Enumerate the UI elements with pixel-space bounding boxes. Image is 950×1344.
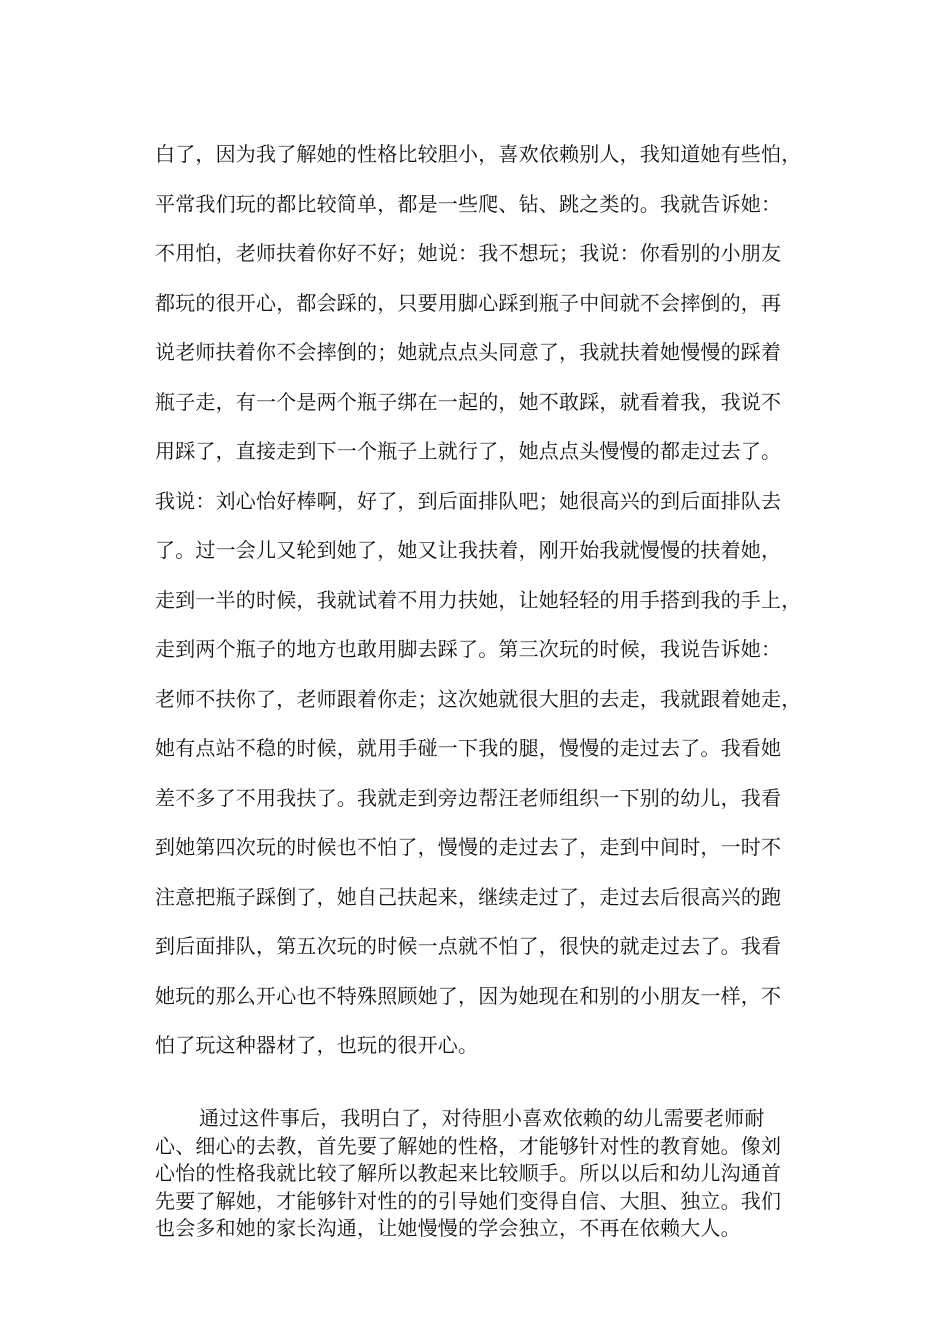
text-line: 到后面排队，第五次玩的时候一点就不怕了，很快的就走过去了。我看: [155, 934, 782, 958]
text-line: 到她第四次玩的时候也不怕了，慢慢的走过去了，走到中间时，一时不: [155, 835, 782, 859]
text-line: 走到一半的时候，我就试着不用力扶她，让她轻轻的用手搭到我的手上，: [155, 587, 802, 612]
text-line: 用踩了，直接走到下一个瓶子上就行了，她点点头慢慢的都走过去了。: [155, 439, 782, 463]
text-line: 注意把瓶子踩倒了，她自己扶起来，继续走过了，走过去后很高兴的跑: [155, 884, 782, 909]
text-line: 她有点站不稳的时候，就用手碰一下我的腿，慢慢的走过去了。我看她: [155, 736, 782, 760]
text-line: 平常我们玩的都比较简单，都是一些爬、钻、跳之类的。我就告诉她：: [155, 191, 782, 216]
text-line: 走到两个瓶子的地方也敢用脚去踩了。第三次玩的时候，我说告诉她：: [155, 637, 782, 661]
text-line: 通过这件事后，我明白了，对待胆小喜欢依赖的幼儿需要老师耐: [199, 1106, 765, 1130]
text-line: 她玩的那么开心也不特殊照顾她了，因为她现在和别的小朋友一样，不: [155, 983, 782, 1008]
text-line: 先要了解她，才能够针对性的的引导她们变得自信、大胆、独立。我们: [155, 1188, 782, 1213]
text-line: 心、细心的去教，首先要了解她的性格，才能够针对性的教育她。像刘: [155, 1133, 782, 1158]
text-line: 不用怕，老师扶着你好不好；她说：我不想玩；我说：你看别的小朋友: [155, 241, 782, 265]
text-line: 差不多了不用我扶了。我就走到旁边帮汪老师组织一下别的幼儿，我看: [155, 785, 782, 810]
text-line: 都玩的很开心，都会踩的，只要用脚心踩到瓶子中间就不会摔倒的，再: [155, 290, 782, 315]
text-line: 说老师扶着你不会摔倒的；她就点点头同意了，我就扶着她慢慢的踩着: [155, 340, 782, 364]
text-line: 心怡的性格我就比较了解所以教起来比较顺手。所以以后和幼儿沟通首: [155, 1161, 782, 1185]
text-line: 我说：刘心怡好棒啊，好了，到后面排队吧；她很高兴的到后面排队去: [155, 488, 782, 513]
text-line: 白了，因为我了解她的性格比较胆小，喜欢依赖别人，我知道她有些怕，: [155, 142, 802, 166]
body-paragraph-2: [155, 1105, 815, 1243]
text-line: 瓶子走，有一个是两个瓶子绑在一起的，她不敢踩，就看着我，我说不: [155, 389, 782, 414]
text-line: 老师不扶你了，老师跟着你走；这次她就很大胆的去走，我就跟着她走，: [155, 686, 802, 711]
body-paragraph-1: [155, 138, 815, 1079]
text-line: 了。过一会儿又轮到她了，她又让我扶着，刚开始我就慢慢的扶着她，: [155, 538, 782, 562]
text-line: 怕了玩这种器材了，也玩的很开心。: [155, 1033, 479, 1057]
text-line: 也会多和她的家长沟通，让她慢慢的学会独立，不再在依赖大人。: [155, 1216, 741, 1240]
